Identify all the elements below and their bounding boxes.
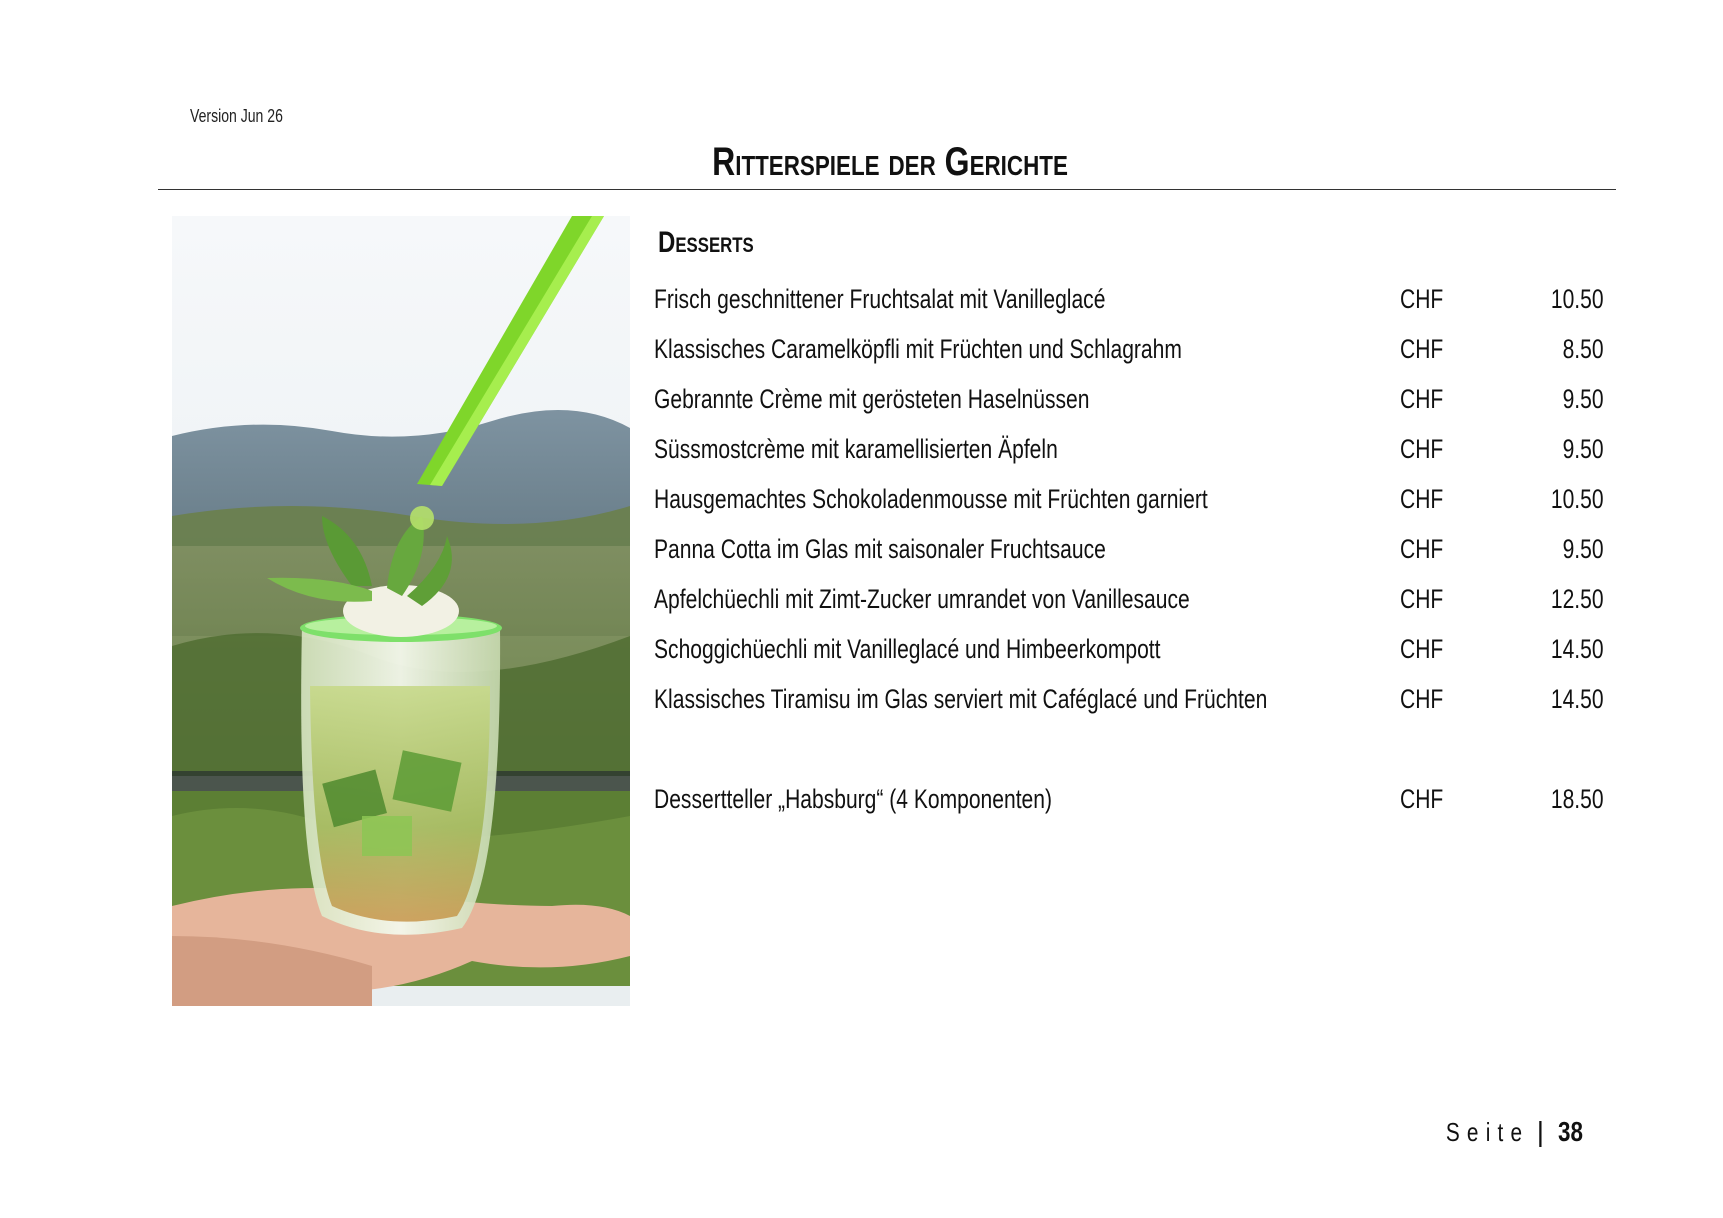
item-currency: CHF bbox=[1400, 384, 1444, 414]
section-title: Desserts bbox=[658, 226, 754, 259]
item-name: Schoggichüechli mit Vanilleglacé und Himbeerkompott bbox=[654, 634, 1161, 664]
item-price: 10.50 bbox=[1551, 284, 1604, 314]
page-number: 38 bbox=[1557, 1116, 1583, 1147]
item-price: 8.50 bbox=[1563, 334, 1604, 364]
title-divider bbox=[158, 189, 1616, 190]
item-price: 14.50 bbox=[1551, 634, 1604, 664]
menu-item bbox=[654, 634, 1604, 674]
item-name: Panna Cotta im Glas mit saisonaler Fruchtsauce bbox=[654, 534, 1106, 564]
menu-item bbox=[654, 584, 1604, 624]
item-currency: CHF bbox=[1400, 284, 1444, 314]
item-currency: CHF bbox=[1400, 534, 1444, 564]
item-name: Süssmostcrème mit karamellisierten Äpfeln bbox=[654, 434, 1058, 464]
item-name: Klassisches Tiramisu im Glas serviert mit Caféglacé und Früchten bbox=[654, 684, 1268, 714]
item-name: Apfelchüechli mit Zimt-Zucker umrandet von Vanillesauce bbox=[654, 584, 1190, 614]
item-currency: CHF bbox=[1400, 434, 1444, 464]
menu-item bbox=[654, 684, 1604, 724]
item-name: Dessertteller „Habsburg“ (4 Komponenten) bbox=[654, 784, 1052, 814]
item-price: 18.50 bbox=[1551, 784, 1604, 814]
item-price: 9.50 bbox=[1563, 534, 1604, 564]
cocktail-photo bbox=[172, 216, 630, 1006]
page-separator: | bbox=[1536, 1116, 1545, 1147]
item-currency: CHF bbox=[1400, 634, 1444, 664]
menu-item-special bbox=[654, 784, 1604, 824]
version-label: Version Jun 26 bbox=[190, 106, 283, 126]
item-name: Gebrannte Crème mit gerösteten Haselnüssen bbox=[654, 384, 1090, 414]
page-footer bbox=[1425, 1116, 1589, 1148]
menu-item bbox=[654, 434, 1604, 474]
menu-item bbox=[654, 384, 1604, 424]
item-currency: CHF bbox=[1400, 584, 1444, 614]
menu-item bbox=[654, 484, 1604, 524]
item-price: 9.50 bbox=[1563, 434, 1604, 464]
item-currency: CHF bbox=[1400, 484, 1444, 514]
item-name: Klassisches Caramelköpfli mit Früchten und Schlagrahm bbox=[654, 334, 1182, 364]
page-label: Seite bbox=[1445, 1117, 1529, 1147]
item-currency: CHF bbox=[1400, 684, 1444, 714]
item-currency: CHF bbox=[1400, 784, 1444, 814]
page-title: Ritterspiele der Gerichte bbox=[712, 140, 1068, 184]
menu-item bbox=[654, 284, 1604, 324]
item-name: Hausgemachtes Schokoladenmousse mit Früchten garniert bbox=[654, 484, 1208, 514]
menu-item bbox=[654, 534, 1604, 574]
menu-item bbox=[654, 334, 1604, 374]
item-currency: CHF bbox=[1400, 334, 1444, 364]
item-price: 10.50 bbox=[1551, 484, 1604, 514]
item-price: 12.50 bbox=[1551, 584, 1604, 614]
item-price: 9.50 bbox=[1563, 384, 1604, 414]
item-name: Frisch geschnittener Fruchtsalat mit Vanilleglacé bbox=[654, 284, 1106, 314]
item-price: 14.50 bbox=[1551, 684, 1604, 714]
